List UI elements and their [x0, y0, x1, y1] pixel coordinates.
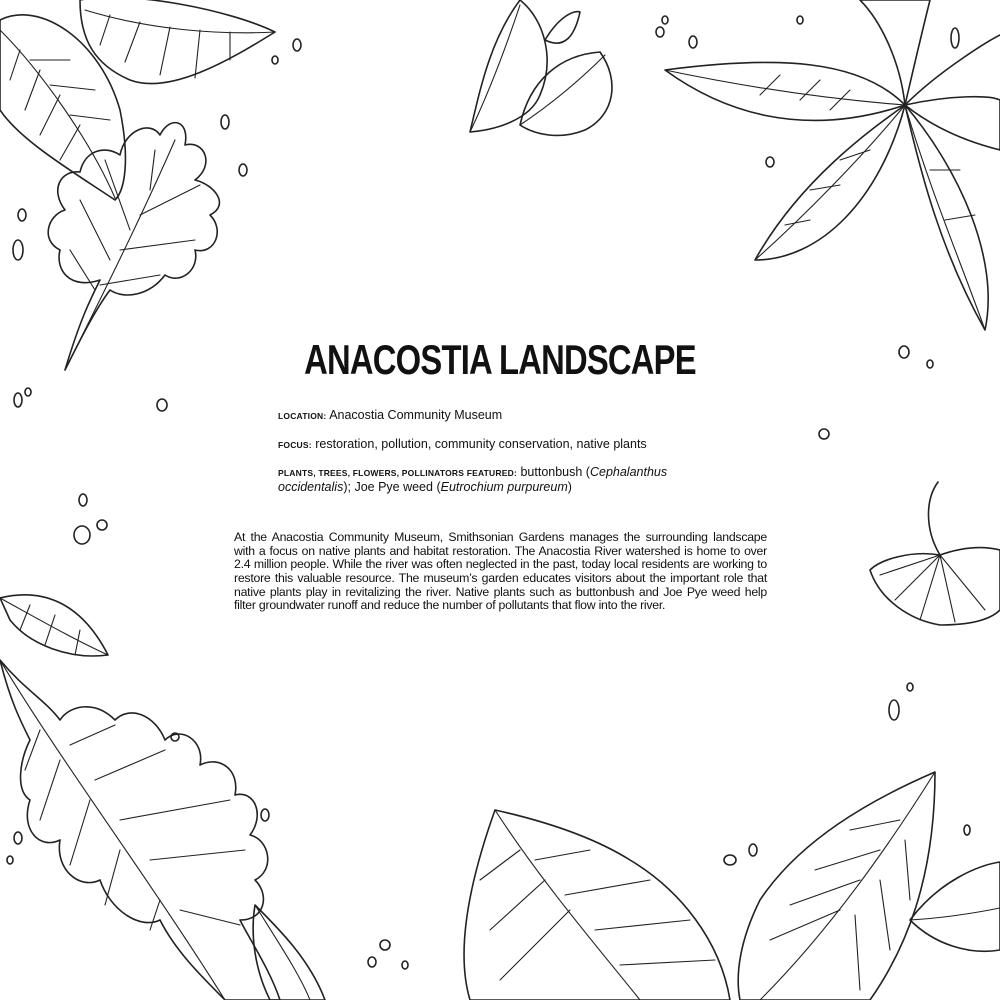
beech-leaf-icon: [80, 0, 275, 84]
plant2-latin: Eutrochium purpureum: [440, 480, 568, 494]
location-line: [278, 408, 738, 423]
featured-label: PLANTS, TREES, FLOWERS, POLLINATORS FEATURED:: [278, 468, 517, 478]
beech-leaf-icon: [738, 772, 935, 1000]
oak-leaf-icon: [48, 123, 219, 370]
beech-leaf-icon: [910, 862, 1000, 951]
oak-leaf-icon: [0, 660, 280, 1000]
body-paragraph: At the Anacostia Community Museum, Smithsonian Gardens manages the surrounding landscape with a focus on native plants and habitat restoration. The Anacostia River watershed is home to over 2.4 million people. While the river was often neglected in the past, today local residents are working to restore this valuable resource. The museum’s garden educates visitors about the important role that native plants play in revitalizing the river. Native plants such as buttonbush and Joe Pye weed help filter groundwater runoff and reduce the number of pollutants that flow into the river.: [234, 530, 767, 613]
compound-leaf-icon: [665, 0, 1000, 330]
focus-label: FOCUS:: [278, 440, 312, 450]
plant1-common: buttonbush: [520, 465, 583, 479]
focus-value: restoration, pollution, community conservation, native plants: [315, 437, 647, 451]
location-label: LOCATION:: [278, 411, 327, 421]
ginkgo-leaf-icon: [870, 482, 1000, 625]
beech-leaf-icon: [0, 15, 125, 200]
focus-line: [278, 437, 738, 452]
location-value: Anacostia Community Museum: [329, 408, 503, 422]
featured-line: PLANTS, TREES, FLOWERS, POLLINATORS FEATURED: buttonbush (Cephalanthus occidentalis); Joe Pye weed (Eutrochium purpureum): [278, 465, 668, 494]
beech-leaf-icon: [464, 810, 730, 1000]
page-title: ANACOSTIA LANDSCAPE: [304, 336, 696, 383]
beech-leaf-icon: [0, 595, 108, 656]
plant1-latin: Cephalanthus occidentalis: [278, 465, 668, 494]
beech-leaf-icon: [253, 905, 325, 1000]
plant2-common: Joe Pye weed: [354, 480, 433, 494]
beech-leaf-icon: [470, 0, 612, 135]
